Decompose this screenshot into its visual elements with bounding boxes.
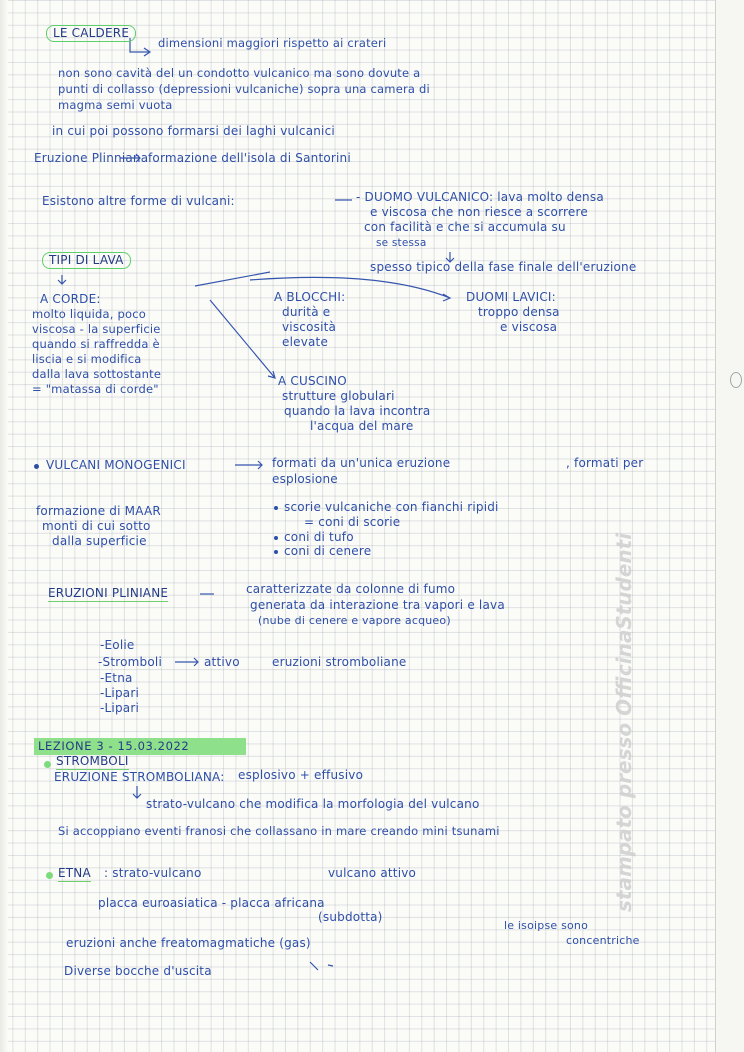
binder-ring	[730, 372, 742, 388]
heading-lezione: LEZIONE 3 - 15.03.2022	[38, 739, 190, 753]
text-caldere-dimensions: dimensioni maggiori rispetto ai crateri	[158, 36, 387, 50]
green-dot-etna	[46, 872, 53, 879]
bullet-tufo	[274, 536, 278, 540]
text-subdotta: (subdotta)	[318, 910, 383, 924]
text-duomo-5: spesso tipico della fase finale dell'eruzione	[370, 260, 637, 274]
text-blocchi-3: viscosità	[282, 320, 337, 334]
text-pliniane-2: generata da interazione tra vapori e lava	[250, 598, 505, 612]
text-eruzione-plinniana: Eruzione Plinniana	[34, 151, 149, 165]
watermark: stampato presso OfficinaStudenti	[612, 532, 636, 912]
text-placche: placca euroasiatica - placca africana	[98, 896, 325, 910]
text-maar-2: monti di cui sotto	[42, 519, 151, 533]
bullet-scorie	[274, 506, 278, 510]
text-corde-7: = "matassa di corde"	[32, 382, 159, 396]
arrow-stromboli	[175, 658, 198, 666]
page-edge-right	[715, 0, 744, 1052]
heading-caldere: LE CALDERE	[46, 25, 136, 42]
heading-eruzioni-pliniane: ERUZIONI PLINIANE	[48, 586, 169, 600]
text-attivo: attivo	[204, 655, 240, 669]
arrow-cuscino	[210, 300, 275, 378]
text-maar-3: dalla superficie	[52, 534, 147, 548]
arrowhead-caldere	[144, 48, 150, 56]
text-bocche-uscita: Diverse bocche d'uscita	[64, 964, 212, 978]
text-eventi-franosi: Si accoppiano eventi franosi che collassano in mare creando mini tsunami	[58, 824, 500, 838]
text-blocchi-title: A BLOCCHI:	[274, 290, 346, 304]
text-pliniane-1: caratterizzate da colonne di fumo	[246, 582, 456, 596]
text-duomi-3: e viscosa	[500, 320, 558, 334]
line-blocchi	[195, 272, 270, 286]
green-dot-stromboli	[44, 761, 51, 768]
text-duomi-title: DUOMI LAVICI:	[466, 290, 556, 304]
text-monogenici-2: formati da un'unica eruzione	[272, 456, 451, 470]
text-caldere-line3: magma semi vuota	[58, 98, 173, 112]
text-monogenici-3: esplosione	[272, 472, 338, 486]
page-edge-left	[0, 0, 8, 1052]
text-maar-1: formazione di MAAR	[36, 504, 161, 518]
text-etna-list: -Etna	[100, 671, 133, 685]
text-corde-3: viscosa - la superficie	[32, 322, 161, 336]
bullet-cenere	[274, 550, 278, 554]
text-coni-scorie: = coni di scorie	[304, 515, 401, 529]
text-concentriche: concentriche	[566, 934, 640, 947]
heading-stromboli: STROMBOLI	[56, 754, 129, 768]
text-scorie: scorie vulcaniche con fianchi ripidi	[284, 500, 499, 514]
text-duomo-3: con facilità e che si accumula su	[364, 220, 566, 234]
text-laghi-vulcanici: in cui poi possono formarsi dei laghi vulcanici	[52, 124, 335, 138]
text-lipari-1: -Lipari	[100, 686, 139, 700]
arrow-monogenici	[235, 461, 262, 469]
text-strato-vulcano: strato-vulcano che modifica la morfologia del vulcano	[146, 797, 480, 811]
heading-etna: ETNA	[58, 866, 91, 880]
text-eruzioni-stromboliane: eruzioni stromboliane	[272, 655, 407, 669]
text-duomo-2: e viscosa che non riesce a scorrere	[370, 205, 588, 219]
text-corde-5: liscia e si modifica	[32, 352, 142, 366]
text-freatomagmatiche: eruzioni anche freatomagmatiche (gas)	[66, 936, 311, 950]
text-esplosivo-effusivo: esplosivo + effusivo	[238, 768, 364, 782]
heading-tipi-lava: TIPI DI LAVA	[42, 252, 131, 269]
text-duomo-4: se stessa	[376, 237, 427, 249]
text-lipari-2: -Lipari	[100, 701, 139, 715]
text-duomo-1: - DUOMO VULCANICO: lava molto densa	[356, 190, 604, 204]
text-blocchi-2: durità e	[282, 305, 331, 319]
text-eolie: -Eolie	[100, 638, 135, 652]
text-corde-4: quando si raffredda è	[32, 337, 160, 351]
text-coni-tufo: coni di tufo	[284, 530, 354, 544]
text-altre-forme: Esistono altre forme di vulcani:	[42, 194, 235, 208]
text-cuscino-title: A CUSCINO	[278, 374, 347, 388]
text-etna-strato: : strato-vulcano	[104, 866, 202, 880]
text-corde-2: molto liquida, poco	[32, 307, 146, 321]
text-caldere-line2: punti di collasso (depressioni vulcaniche) sopra una camera di	[58, 82, 430, 96]
text-cuscino-4: l'acqua del mare	[310, 419, 414, 433]
text-cuscino-3: quando la lava incontra	[284, 404, 431, 418]
text-monogenici-2b: , formati per	[566, 456, 644, 470]
text-caldere-line1: non sono cavità del un condotto vulcanico ma sono dovute a	[58, 66, 421, 80]
text-santorini: formazione dell'isola di Santorini	[148, 151, 351, 165]
text-eruzione-stromboliana: ERUZIONE STROMBOLIANA:	[54, 770, 225, 784]
arrow-corde	[58, 275, 66, 284]
text-corde-6: dalla lava sottostante	[32, 367, 162, 381]
text-cuscino-2: strutture globulari	[282, 389, 395, 403]
bullet-monogenici	[34, 464, 39, 469]
text-blocchi-4: elevate	[282, 335, 329, 349]
text-stromboli: -Stromboli	[98, 655, 162, 669]
text-monogenici-title: VULCANI MONOGENICI	[46, 458, 186, 472]
pen-marks	[310, 962, 333, 970]
arrow-strato	[133, 786, 141, 798]
text-corde-title: A CORDE:	[40, 292, 101, 306]
text-coni-cenere: coni di cenere	[284, 544, 372, 558]
text-isoipse: le isoipse sono	[504, 919, 589, 932]
text-vulcano-attivo: vulcano attivo	[328, 866, 417, 880]
text-duomi-2: troppo densa	[478, 305, 560, 319]
text-pliniane-3: (nube di cenere e vapore acqueo)	[258, 614, 451, 627]
